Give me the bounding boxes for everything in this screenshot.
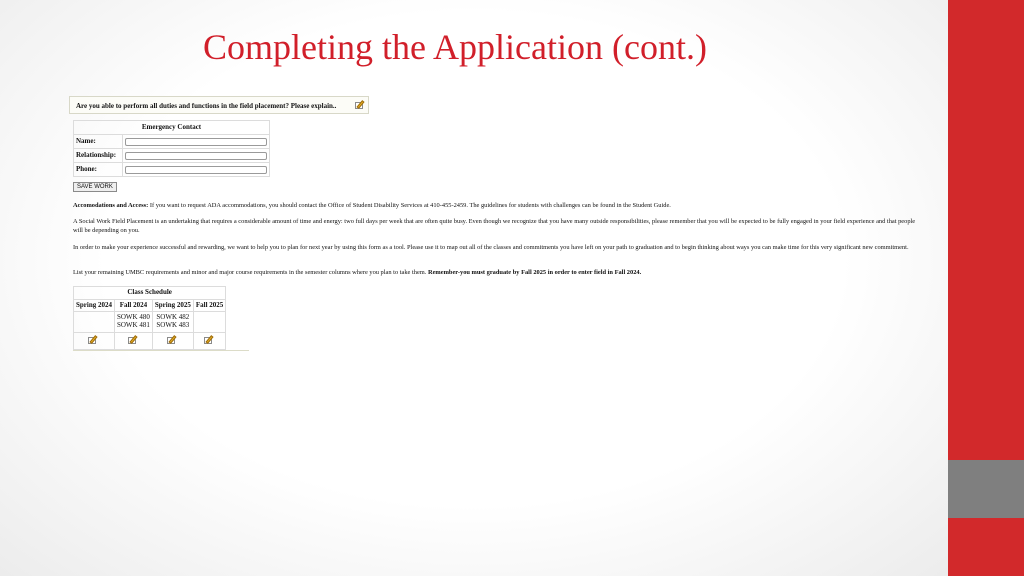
emergency-contact-header: Emergency Contact: [74, 121, 270, 135]
name-label: Name:: [74, 135, 123, 149]
semester-fall-2025: Fall 2025: [193, 300, 225, 312]
semester-spring-2025: Spring 2025: [152, 300, 193, 312]
planning-paragraph: In order to make your experience successful and rewarding, we want to help you to plan for next year by using this form as a tool. Please use it to map out all of the classes and commitments you have left on your path to graduation and to begin thinking about ways you can make time for this very significant new commitment.: [73, 244, 909, 251]
requirements-text: List your remaining UMBC requirements and minor and major course requirements in the semester columns where you plan to take them.: [73, 269, 428, 276]
courses-fall-2024: [114, 312, 152, 333]
accommodations-paragraph: [73, 201, 925, 210]
table-row: [74, 300, 226, 312]
courses-fall-2025: [193, 312, 225, 333]
accommodations-text: If you want to request ADA accommodations, you should contact the Office of Student Disability Services at 410-455-2459. The guidelines for students with challenges can be found in the Student Guide.: [148, 202, 671, 209]
field-duties-question: [69, 96, 369, 114]
accommodations-heading: Accomodations and Access:: [73, 202, 149, 209]
graduation-reminder: Remember-you must graduate by Fall 2025 in order to enter field in Fall 2024.: [427, 269, 642, 276]
phone-label: Phone:: [74, 163, 123, 177]
courses-spring-2025: [152, 312, 193, 333]
table-row: [74, 135, 270, 149]
class-schedule-table: [73, 286, 226, 350]
edit-icon[interactable]: [88, 335, 99, 345]
edit-icon[interactable]: [204, 335, 215, 345]
field-duties-question-text: Are you able to perform all duties and functions in the field placement? Please explain..: [76, 102, 337, 110]
relationship-field[interactable]: [125, 152, 267, 160]
table-row: [74, 163, 270, 177]
course-sowk-481: SOWK 481: [116, 321, 150, 329]
side-accent-red-bottom: [948, 518, 1024, 576]
semester-spring-2024: Spring 2024: [74, 300, 115, 312]
emergency-contact-table: [73, 120, 270, 177]
edit-icon[interactable]: [167, 335, 178, 345]
requirements-paragraph: [73, 268, 925, 277]
course-sowk-480: SOWK 480: [116, 313, 150, 321]
class-schedule-header: Class Schedule: [74, 287, 226, 300]
edit-icon[interactable]: [355, 100, 366, 110]
semester-fall-2024: Fall 2024: [114, 300, 152, 312]
courses-spring-2024: [74, 312, 115, 333]
course-sowk-482: SOWK 482: [156, 313, 190, 321]
relationship-label: Relationship:: [74, 149, 123, 163]
table-row: [74, 333, 226, 350]
course-sowk-483: SOWK 483: [156, 321, 190, 329]
table-row: [74, 149, 270, 163]
edit-icon[interactable]: [128, 335, 139, 345]
side-accent-gray: [948, 460, 1024, 518]
table-row: [74, 312, 226, 333]
divider: [73, 350, 249, 351]
slide-title: Completing the Application (cont.): [203, 27, 707, 67]
phone-field[interactable]: [125, 166, 267, 174]
save-work-button[interactable]: SAVE WORK: [73, 182, 117, 192]
field-placement-paragraph: A Social Work Field Placement is an undertaking that requires a considerable amount of time and energy: two full days per week that are often quite busy. Even though we recognize that you have many outside responsibilities, please remember that you will be expected to be fully engaged in your field experience and that people will be depending on you.: [73, 218, 916, 234]
side-accent-red-top: [948, 0, 1024, 460]
name-field[interactable]: [125, 138, 267, 146]
